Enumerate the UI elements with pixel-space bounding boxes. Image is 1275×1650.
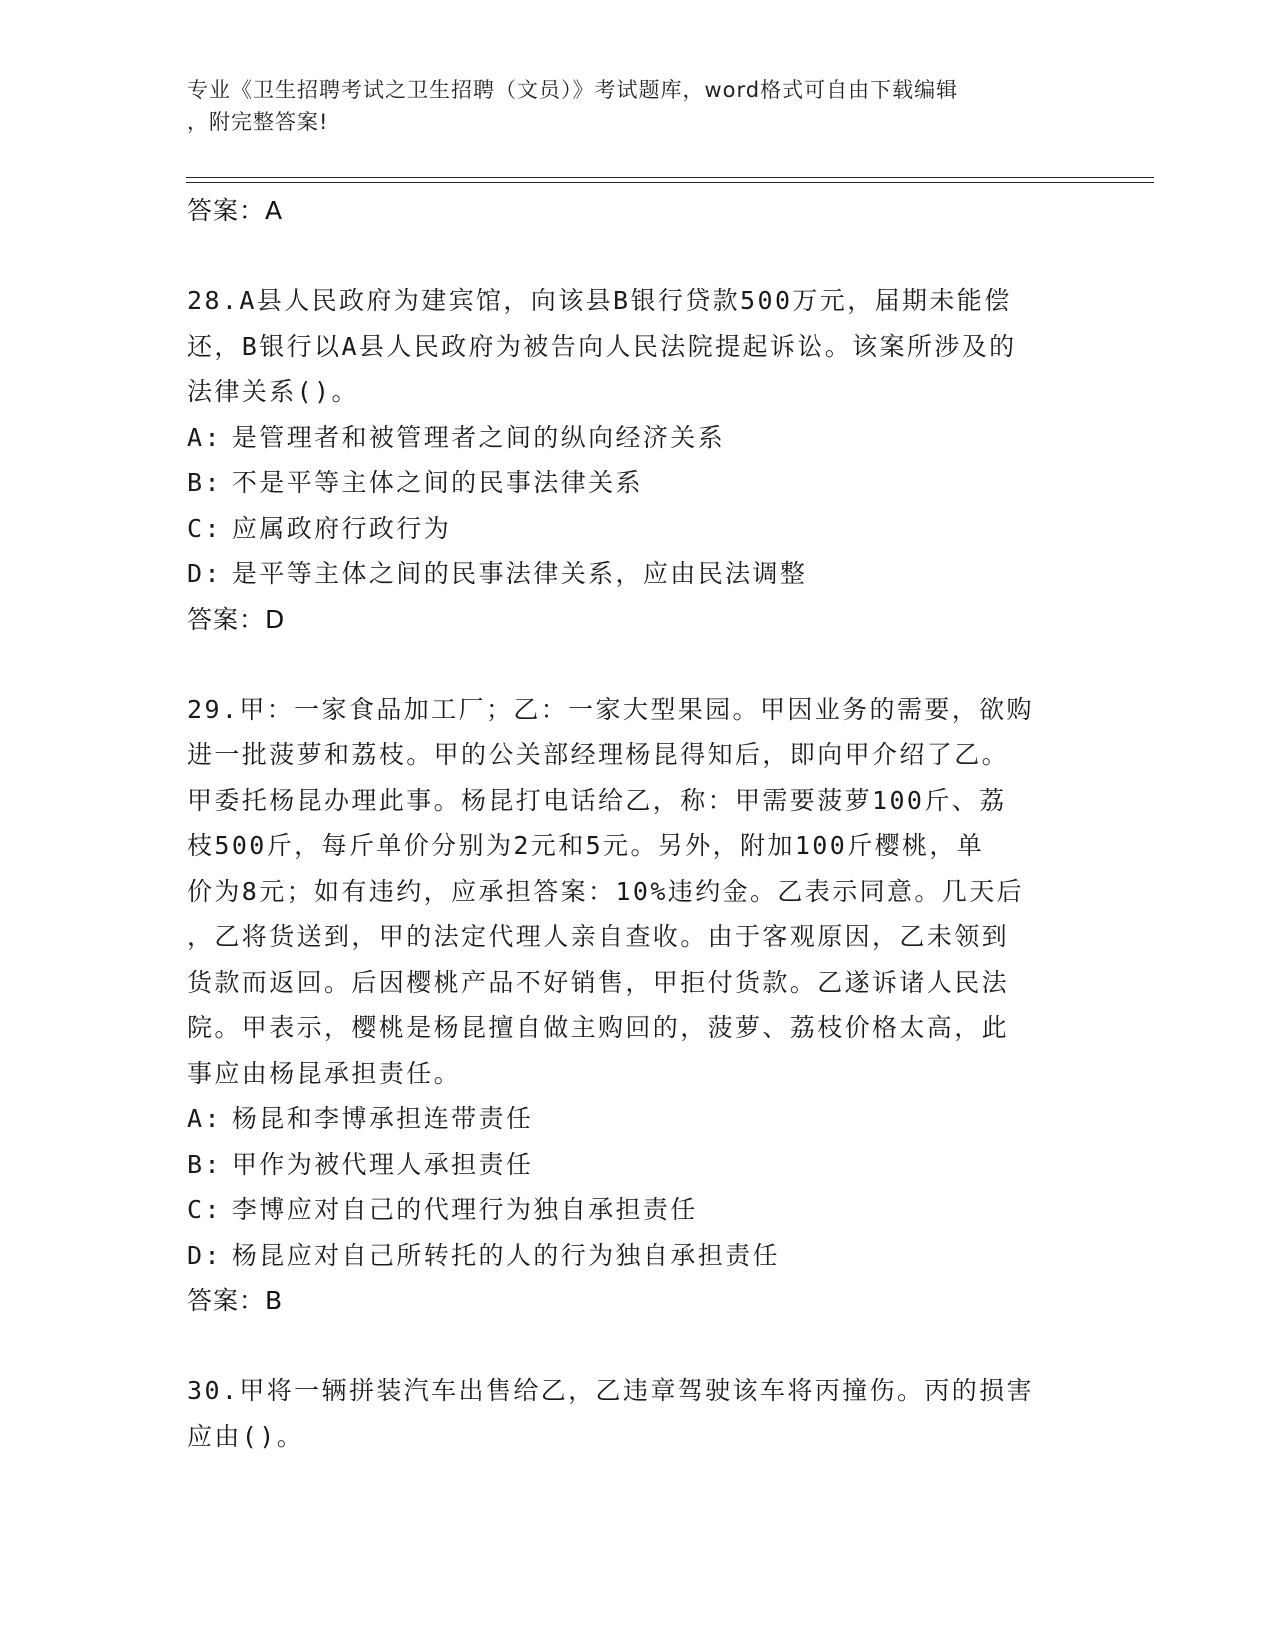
answer-previous: 答案：A	[187, 196, 284, 225]
option-b: B: 不是平等主体之间的民事法律关系	[187, 468, 643, 497]
question-line: 院。甲表示，樱桃是杨昆擅自做主购回的，菠萝、荔枝价格太高，此	[187, 1013, 1010, 1042]
option-a: A: 杨昆和李博承担连带责任	[187, 1104, 534, 1133]
option-c: C: 应属政府行政行为	[187, 513, 452, 543]
question-28	[187, 278, 1087, 643]
spacer	[187, 234, 1087, 278]
question-line: 货款而返回。后因樱桃产品不好销售，甲拒付货款。乙遂诉诸人民法	[187, 967, 1010, 997]
option-d: D: 是平等主体之间的民事法律关系，应由民法调整	[187, 559, 808, 588]
option-a: A: 是管理者和被管理者之间的纵向经济关系	[187, 422, 726, 452]
question-text	[187, 687, 1087, 1097]
question-list	[187, 188, 1087, 1459]
question-line: ，乙将货送到，甲的法定代理人亲自查收。由于客观原因，乙未领到	[187, 922, 1010, 951]
question-line: 枝500斤，每斤单价分别为2元和5元。另外，附加100斤樱桃，单	[187, 831, 985, 860]
question-29	[187, 687, 1087, 1325]
header-rule-top	[186, 177, 1154, 178]
option-c: C: 李博应对自己的代理行为独自承担责任	[187, 1195, 698, 1224]
question-30	[187, 1368, 1087, 1459]
question-line: 还，B银行以A县人民政府为被告向人民法院提起诉讼。该案所涉及的	[187, 331, 1017, 361]
spacer	[187, 643, 1087, 687]
answer-29: 答案：B	[187, 1286, 284, 1315]
question-line: 价为8元；如有违约，应承担答案：10%违约金。乙表示同意。几天后	[187, 876, 1025, 906]
option-b: B: 甲作为被代理人承担责任	[187, 1149, 534, 1179]
option-d: D: 杨昆应对自己所转托的人的行为独自承担责任	[187, 1240, 780, 1270]
question-line: 事应由杨昆承担责任。	[187, 1058, 462, 1088]
question-line: 进一批菠萝和荔枝。甲的公关部经理杨昆得知后，即向甲介绍了乙。	[187, 740, 1010, 769]
question-line: 甲委托杨昆办理此事。杨昆打电话给乙，称：甲需要菠萝100斤、荔	[187, 785, 1007, 815]
question-line: 法律关系()。	[187, 377, 359, 406]
page-header	[187, 74, 1067, 138]
question-line: 28.A县人民政府为建宾馆，向该县B银行贷款500万元，届期未能偿	[187, 286, 1012, 315]
question-text	[187, 278, 1087, 415]
question-text	[187, 1368, 1087, 1459]
header-line-2: ，附完整答案!	[187, 110, 329, 134]
answer-28: 答案：D	[187, 604, 286, 634]
spacer	[187, 1324, 1087, 1368]
question-line: 29.甲：一家食品加工厂；乙：一家大型果园。甲因业务的需要，欲购	[187, 694, 1034, 724]
header-rule-bottom	[186, 182, 1154, 183]
question-line: 应由()。	[187, 1421, 305, 1451]
header-line-1: 专业《卫生招聘考试之卫生招聘（文员）》考试题库，word格式可自由下载编辑	[187, 78, 959, 102]
question-line: 30.甲将一辆拼装汽车出售给乙，乙违章驾驶该车将丙撞伤。丙的损害	[187, 1376, 1034, 1405]
